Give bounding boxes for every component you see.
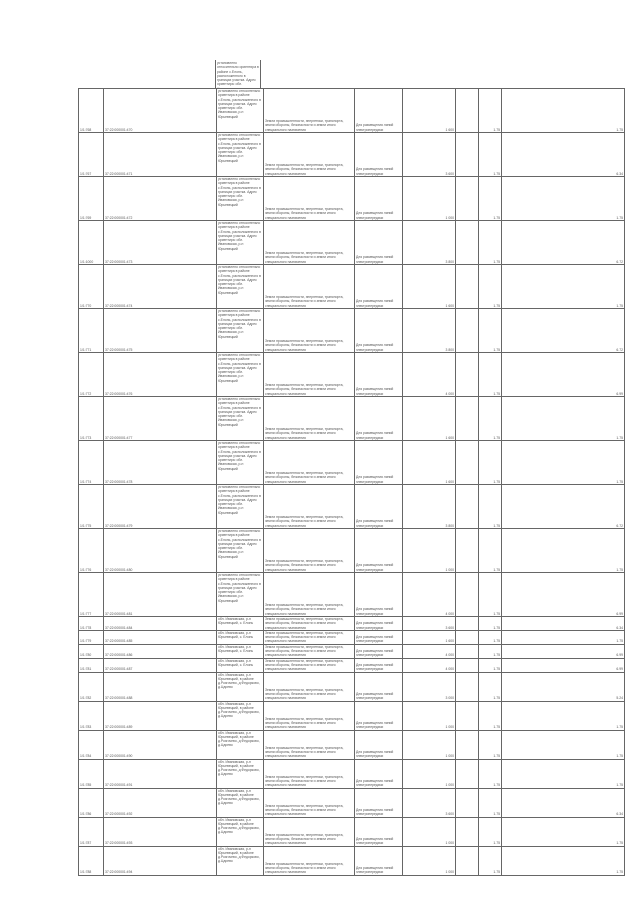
permitted-use: Для размещения линий электропередачи	[355, 265, 403, 309]
cadastral-number: 37:22:000001:471	[104, 133, 217, 177]
result-value: 6.99	[502, 353, 625, 397]
area-value: 3 800	[403, 485, 456, 529]
coefficient: 1.75	[479, 846, 502, 875]
cadastral-number: 37:22:000001:492	[104, 788, 217, 817]
row-id: 1/1:788	[79, 846, 104, 875]
address: обл. Ивановская, р-н Юрьевецкий, в районе д.Розгочево, д.Федорково, д.Царево	[217, 846, 264, 875]
address: установлено относительно ориентира в районе с.Елонь, расположенного в границах участка. Адрес ориентира: обл. Ивановская, р-н Юрьевецкий	[217, 397, 264, 441]
permitted-use: Для размещения линий электропередачи	[355, 846, 403, 875]
result-value: 1.75	[502, 730, 625, 759]
land-category: Земли промышленности, энергетики, транспорта, земли обороны, безопасности и земли иного специального назначения	[264, 397, 355, 441]
address: установлено относительно ориентира в районе с.Елонь, расположенного в границах участка. Адрес ориентира: обл. Ивановская, р-н Юрьевецкий	[217, 441, 264, 485]
coefficient: 1.75	[479, 701, 502, 730]
land-category: Земли промышленности, энергетики, транспорта, земли обороны, безопасности и земли иного специального назначения	[264, 759, 355, 788]
empty-cell	[456, 353, 479, 397]
area-value: 3 000	[403, 672, 456, 701]
land-category: Земли промышленности, энергетики, транспорта, земли обороны, безопасности и земли иного специального назначения	[264, 177, 355, 221]
permitted-use: Для размещения линий электропередачи	[355, 89, 403, 133]
address: установлено относительно ориентира в районе с.Елонь, расположенного в границах участка. Адрес ориентира: обл. Ивановская, р-н Юрьевецкий	[217, 485, 264, 529]
permitted-use: Для размещения линий электропередачи	[355, 221, 403, 265]
empty-cell	[456, 309, 479, 353]
empty-cell	[456, 617, 479, 631]
address: обл. Ивановская, р-н Юрьевецкий, в районе д.Розгочево, д.Федорково, д.Царево	[217, 788, 264, 817]
empty-cell	[456, 133, 479, 177]
address: обл. Ивановская, р-н Юрьевецкий, с. Елонь	[217, 630, 264, 644]
row-id: 1/1:773	[79, 397, 104, 441]
coefficient: 1.75	[479, 397, 502, 441]
cadastral-number: 37:22:000001:487	[104, 658, 217, 672]
result-value: 1.75	[502, 759, 625, 788]
table-row	[79, 397, 625, 441]
row-id: 1/1:784	[79, 730, 104, 759]
cadastral-number: 37:22:000001:493	[104, 817, 217, 846]
empty-cell	[456, 441, 479, 485]
area-value: 1 000	[403, 817, 456, 846]
row-id: 1/1:783	[79, 701, 104, 730]
address: установлено относительно ориентира в районе с.Елонь, расположенного в границах участка. Адрес ориентира: обл. Ивановская, р-н Юрьевецкий	[217, 221, 264, 265]
area-value: 1 000	[403, 759, 456, 788]
cadastral-number: 37:22:000001:475	[104, 309, 217, 353]
area-value: 4 000	[403, 573, 456, 617]
row-id: 1/1:786	[79, 788, 104, 817]
row-id: 1/1:787	[79, 817, 104, 846]
row-id: 1/1:785	[79, 759, 104, 788]
area-value: 1 000	[403, 177, 456, 221]
table-row	[79, 573, 625, 617]
empty-cell	[456, 701, 479, 730]
area-value: 3 800	[403, 309, 456, 353]
result-value: 6.34	[502, 617, 625, 631]
address: обл. Ивановская, р-н Юрьевецкий, с. Елонь	[217, 617, 264, 631]
permitted-use: Для размещения линий электропередачи	[355, 658, 403, 672]
cadastral-number: 37:22:000001:488	[104, 672, 217, 701]
land-category: Земли промышленности, энергетики, транспорта, земли обороны, безопасности и земли иного специального назначения	[264, 788, 355, 817]
land-category: Земли промышленности, энергетики, транспорта, земли обороны, безопасности и земли иного специального назначения	[264, 265, 355, 309]
coefficient: 1.75	[479, 265, 502, 309]
row-id: 1/1:779	[79, 630, 104, 644]
cadastral-number: 37:22:000001:490	[104, 730, 217, 759]
cadastral-number: 37:22:000001:481	[104, 573, 217, 617]
coefficient: 1.75	[479, 529, 502, 573]
cadastral-number: 37:22:000001:474	[104, 265, 217, 309]
empty-cell	[456, 630, 479, 644]
cadastral-number: 37:22:000001:477	[104, 397, 217, 441]
coefficient: 1.75	[479, 441, 502, 485]
result-value: 1.75	[502, 630, 625, 644]
result-value: 6.99	[502, 658, 625, 672]
empty-cell	[456, 644, 479, 658]
permitted-use: Для размещения линий электропередачи	[355, 529, 403, 573]
permitted-use: Для размещения линий электропередачи	[355, 177, 403, 221]
empty-cell	[456, 759, 479, 788]
permitted-use: Для размещения линий электропередачи	[355, 441, 403, 485]
table-row	[79, 309, 625, 353]
address: обл. Ивановская, р-н Юрьевецкий, в районе д.Розгочево, д.Федорково, д.Царево	[217, 759, 264, 788]
address: обл. Ивановская, р-н Юрьевецкий, в районе д.Розгочево, д.Федорково, д.Царево	[217, 672, 264, 701]
address: обл. Ивановская, р-н Юрьевецкий, в районе д.Розгочево, д.Федорково, д.Царево	[217, 730, 264, 759]
table-row	[79, 630, 625, 644]
empty-cell	[456, 397, 479, 441]
address: установлено относительно ориентира в районе с.Елонь, расположенного в границах участка. Адрес ориентира: обл. Ивановская, р-н Юрьевецкий	[217, 309, 264, 353]
permitted-use: Для размещения линий электропередачи	[355, 759, 403, 788]
row-id: 1/1:771	[79, 309, 104, 353]
cadastral-number: 37:22:000001:478	[104, 441, 217, 485]
table-row	[79, 672, 625, 701]
land-category: Земли промышленности, энергетики, транспорта, земли обороны, безопасности и земли иного специального назначения	[264, 644, 355, 658]
coefficient: 1.75	[479, 817, 502, 846]
row-id: 1/1:776	[79, 529, 104, 573]
row-id: 1/1:770	[79, 265, 104, 309]
coefficient: 1.75	[479, 617, 502, 631]
table-row	[79, 817, 625, 846]
result-value: 6.99	[502, 573, 625, 617]
cadastral-number: 37:22:000001:484	[104, 617, 217, 631]
permitted-use: Для размещения линий электропередачи	[355, 701, 403, 730]
coefficient: 1.75	[479, 133, 502, 177]
table-row	[79, 846, 625, 875]
permitted-use: Для размещения линий электропередачи	[355, 617, 403, 631]
empty-cell	[456, 658, 479, 672]
land-category: Земли промышленности, энергетики, транспорта, земли обороны, безопасности и земли иного специального назначения	[264, 701, 355, 730]
area-value: 1 600	[403, 441, 456, 485]
address: установлено относительно ориентира в районе с.Елонь, расположенного в границах участка. Адрес ориентира: обл. Ивановская, р-н Юрьевецкий	[217, 529, 264, 573]
table-row	[79, 658, 625, 672]
coefficient: 1.75	[479, 573, 502, 617]
land-category: Земли промышленности, энергетики, транспорта, земли обороны, безопасности и земли иного специального назначения	[264, 630, 355, 644]
coefficient: 1.75	[479, 788, 502, 817]
row-id: 1/1:767	[79, 133, 104, 177]
result-value: 1.75	[502, 817, 625, 846]
cadastral-number: 37:22:000001:473	[104, 221, 217, 265]
land-category: Земли промышленности, энергетики, транспорта, земли обороны, безопасности и земли иного специального назначения	[264, 817, 355, 846]
address: обл. Ивановская, р-н Юрьевецкий, в районе д.Розгочево, д.Федорково, д.Царево	[217, 817, 264, 846]
area-value: 1 600	[403, 89, 456, 133]
permitted-use: Для размещения линий электропередачи	[355, 630, 403, 644]
cadastral-number: 37:22:000001:480	[104, 529, 217, 573]
permitted-use: Для размещения линий электропередачи	[355, 730, 403, 759]
table-row	[79, 221, 625, 265]
table-row	[79, 644, 625, 658]
area-value: 1 600	[403, 397, 456, 441]
land-category: Земли промышленности, энергетики, транспорта, земли обороны, безопасности и земли иного специального назначения	[264, 617, 355, 631]
land-category: Земли промышленности, энергетики, транспорта, земли обороны, безопасности и земли иного специального назначения	[264, 529, 355, 573]
area-value: 1 000	[403, 846, 456, 875]
cadastral-number: 37:22:000001:494	[104, 846, 217, 875]
address: установлено относительно ориентира в районе с.Елонь, расположенного в границах участка. Адрес ориентира: обл. Ивановская, р-н Юрьевецкий	[217, 133, 264, 177]
coefficient: 1.75	[479, 630, 502, 644]
cadastral-number: 37:22:000001:470	[104, 89, 217, 133]
result-value: 1.75	[502, 701, 625, 730]
permitted-use: Для размещения линий электропередачи	[355, 573, 403, 617]
cadastral-number: 37:22:000001:491	[104, 759, 217, 788]
area-value: 1 600	[403, 265, 456, 309]
empty-cell	[456, 817, 479, 846]
address: установлено относительно ориентира в районе с.Елонь, расположенного в границах участка. Адрес ориентира: обл. Ивановская, р-н Юрьевецкий	[217, 89, 264, 133]
land-category: Земли промышленности, энергетики, транспорта, земли обороны, безопасности и земли иного специального назначения	[264, 221, 355, 265]
table-row	[79, 617, 625, 631]
row-id: 1/1:1000	[79, 221, 104, 265]
result-value: 6.34	[502, 788, 625, 817]
empty-cell	[456, 672, 479, 701]
coefficient: 1.75	[479, 309, 502, 353]
permitted-use: Для размещения линий электропередачи	[355, 788, 403, 817]
empty-cell	[456, 485, 479, 529]
land-category: Земли промышленности, энергетики, транспорта, земли обороны, безопасности и земли иного специального назначения	[264, 441, 355, 485]
row-id: 1/1:772	[79, 353, 104, 397]
area-value: 3 600	[403, 788, 456, 817]
area-value: 1 000	[403, 529, 456, 573]
land-category: Земли промышленности, энергетики, транспорта, земли обороны, безопасности и земли иного специального назначения	[264, 573, 355, 617]
empty-cell	[456, 177, 479, 221]
land-category: Земли промышленности, энергетики, транспорта, земли обороны, безопасности и земли иного специального назначения	[264, 133, 355, 177]
result-value: 1.75	[502, 529, 625, 573]
table-row	[79, 133, 625, 177]
permitted-use: Для размещения линий электропередачи	[355, 817, 403, 846]
address: обл. Ивановская, р-н Юрьевецкий, в районе д.Розгочево, д.Федорково, д.Царево	[217, 701, 264, 730]
cadastral-number: 37:22:000001:485	[104, 630, 217, 644]
table-row	[79, 89, 625, 133]
empty-cell	[456, 529, 479, 573]
address: установлено относительно ориентира в районе с.Елонь, расположенного в границах участка. Адрес ориентира: обл. Ивановская, р-н Юрьевецкий	[217, 177, 264, 221]
land-category: Земли промышленности, энергетики, транспорта, земли обороны, безопасности и земли иного специального назначения	[264, 658, 355, 672]
table-row	[79, 701, 625, 730]
coefficient: 1.75	[479, 177, 502, 221]
coefficient: 1.75	[479, 658, 502, 672]
area-value: 4 000	[403, 644, 456, 658]
area-value: 3 600	[403, 133, 456, 177]
table-row	[79, 177, 625, 221]
land-plot-table	[78, 60, 623, 875]
result-value: 5.24	[502, 672, 625, 701]
table-body	[79, 89, 625, 876]
permitted-use: Для размещения линий электропередачи	[355, 353, 403, 397]
permitted-use: Для размещения линий электропередачи	[355, 672, 403, 701]
area-value: 1 000	[403, 730, 456, 759]
empty-cell	[456, 89, 479, 133]
table-row	[79, 441, 625, 485]
address: установлено относительно ориентира в районе с.Елонь, расположенного в границах участка. Адрес ориентира: обл. Ивановская, р-н Юрьевецкий	[217, 265, 264, 309]
result-value: 1.75	[502, 177, 625, 221]
address-cell-continuation: установлено относительно ориентира в районе с.Елонь, расположенного в границах участка. Адрес ориентира: обл.	[215, 60, 261, 88]
coefficient: 1.75	[479, 353, 502, 397]
land-category: Земли промышленности, энергетики, транспорта, земли обороны, безопасности и земли иного специального назначения	[264, 89, 355, 133]
coefficient: 1.75	[479, 221, 502, 265]
result-value: 6.72	[502, 309, 625, 353]
row-id: 1/1:774	[79, 441, 104, 485]
permitted-use: Для размещения линий электропередачи	[355, 133, 403, 177]
cadastral-number: 37:22:000001:479	[104, 485, 217, 529]
empty-cell	[456, 221, 479, 265]
area-value: 3 600	[403, 617, 456, 631]
result-value: 1.75	[502, 89, 625, 133]
area-value: 3 800	[403, 221, 456, 265]
land-category: Земли промышленности, энергетики, транспорта, земли обороны, безопасности и земли иного специального назначения	[264, 730, 355, 759]
area-value: 4 000	[403, 658, 456, 672]
row-id: 1/1:768	[79, 89, 104, 133]
table-row	[79, 759, 625, 788]
empty-cell	[456, 788, 479, 817]
coefficient: 1.75	[479, 89, 502, 133]
area-value: 1 600	[403, 630, 456, 644]
row-id: 1/1:778	[79, 617, 104, 631]
area-value: 1 000	[403, 701, 456, 730]
land-category: Земли промышленности, энергетики, транспорта, земли обороны, безопасности и земли иного специального назначения	[264, 485, 355, 529]
cadastral-number: 37:22:000001:476	[104, 353, 217, 397]
row-id: 1/1:782	[79, 672, 104, 701]
land-category: Земли промышленности, энергетики, транспорта, земли обороны, безопасности и земли иного специального назначения	[264, 353, 355, 397]
permitted-use: Для размещения линий электропередачи	[355, 485, 403, 529]
coefficient: 1.75	[479, 730, 502, 759]
result-value: 6.34	[502, 133, 625, 177]
land-category: Земли промышленности, энергетики, транспорта, земли обороны, безопасности и земли иного специального назначения	[264, 846, 355, 875]
empty-cell	[456, 846, 479, 875]
cadastral-number: 37:22:000001:472	[104, 177, 217, 221]
address: обл. Ивановская, р-н Юрьевецкий, с. Елонь	[217, 644, 264, 658]
cadastral-number: 37:22:000001:486	[104, 644, 217, 658]
table-row	[79, 485, 625, 529]
empty-cell	[456, 573, 479, 617]
address: обл. Ивановская, р-н Юрьевецкий, с. Елонь	[217, 658, 264, 672]
empty-cell	[456, 265, 479, 309]
permitted-use: Для размещения линий электропередачи	[355, 397, 403, 441]
result-value: 6.72	[502, 221, 625, 265]
permitted-use: Для размещения линий электропередачи	[355, 644, 403, 658]
row-id: 1/1:781	[79, 658, 104, 672]
empty-cell	[456, 730, 479, 759]
coefficient: 1.75	[479, 759, 502, 788]
coefficient: 1.75	[479, 644, 502, 658]
row-id: 1/1:777	[79, 573, 104, 617]
result-value: 6.99	[502, 644, 625, 658]
result-value: 1.75	[502, 397, 625, 441]
table-row	[79, 353, 625, 397]
result-value: 1.75	[502, 265, 625, 309]
land-category: Земли промышленности, энергетики, транспорта, земли обороны, безопасности и земли иного специального назначения	[264, 309, 355, 353]
address: установлено относительно ориентира в районе с.Елонь, расположенного в границах участка. Адрес ориентира: обл. Ивановская, р-н Юрьевецкий	[217, 573, 264, 617]
result-value: 6.72	[502, 485, 625, 529]
coefficient: 1.75	[479, 672, 502, 701]
area-value: 4 000	[403, 353, 456, 397]
table-row	[79, 730, 625, 759]
cadastral-number: 37:22:000001:489	[104, 701, 217, 730]
result-value: 1.75	[502, 846, 625, 875]
address: установлено относительно ориентира в районе с.Елонь, расположенного в границах участка. Адрес ориентира: обл. Ивановская, р-н Юрьевецкий	[217, 353, 264, 397]
plots-table	[78, 88, 625, 876]
coefficient: 1.75	[479, 485, 502, 529]
row-id: 1/1:769	[79, 177, 104, 221]
result-value: 1.75	[502, 441, 625, 485]
row-id: 1/1:775	[79, 485, 104, 529]
row-id: 1/1:780	[79, 644, 104, 658]
table-row	[79, 788, 625, 817]
table-row	[79, 529, 625, 573]
permitted-use: Для размещения линий электропередачи	[355, 309, 403, 353]
land-category: Земли промышленности, энергетики, транспорта, земли обороны, безопасности и земли иного специального назначения	[264, 672, 355, 701]
table-row	[79, 265, 625, 309]
